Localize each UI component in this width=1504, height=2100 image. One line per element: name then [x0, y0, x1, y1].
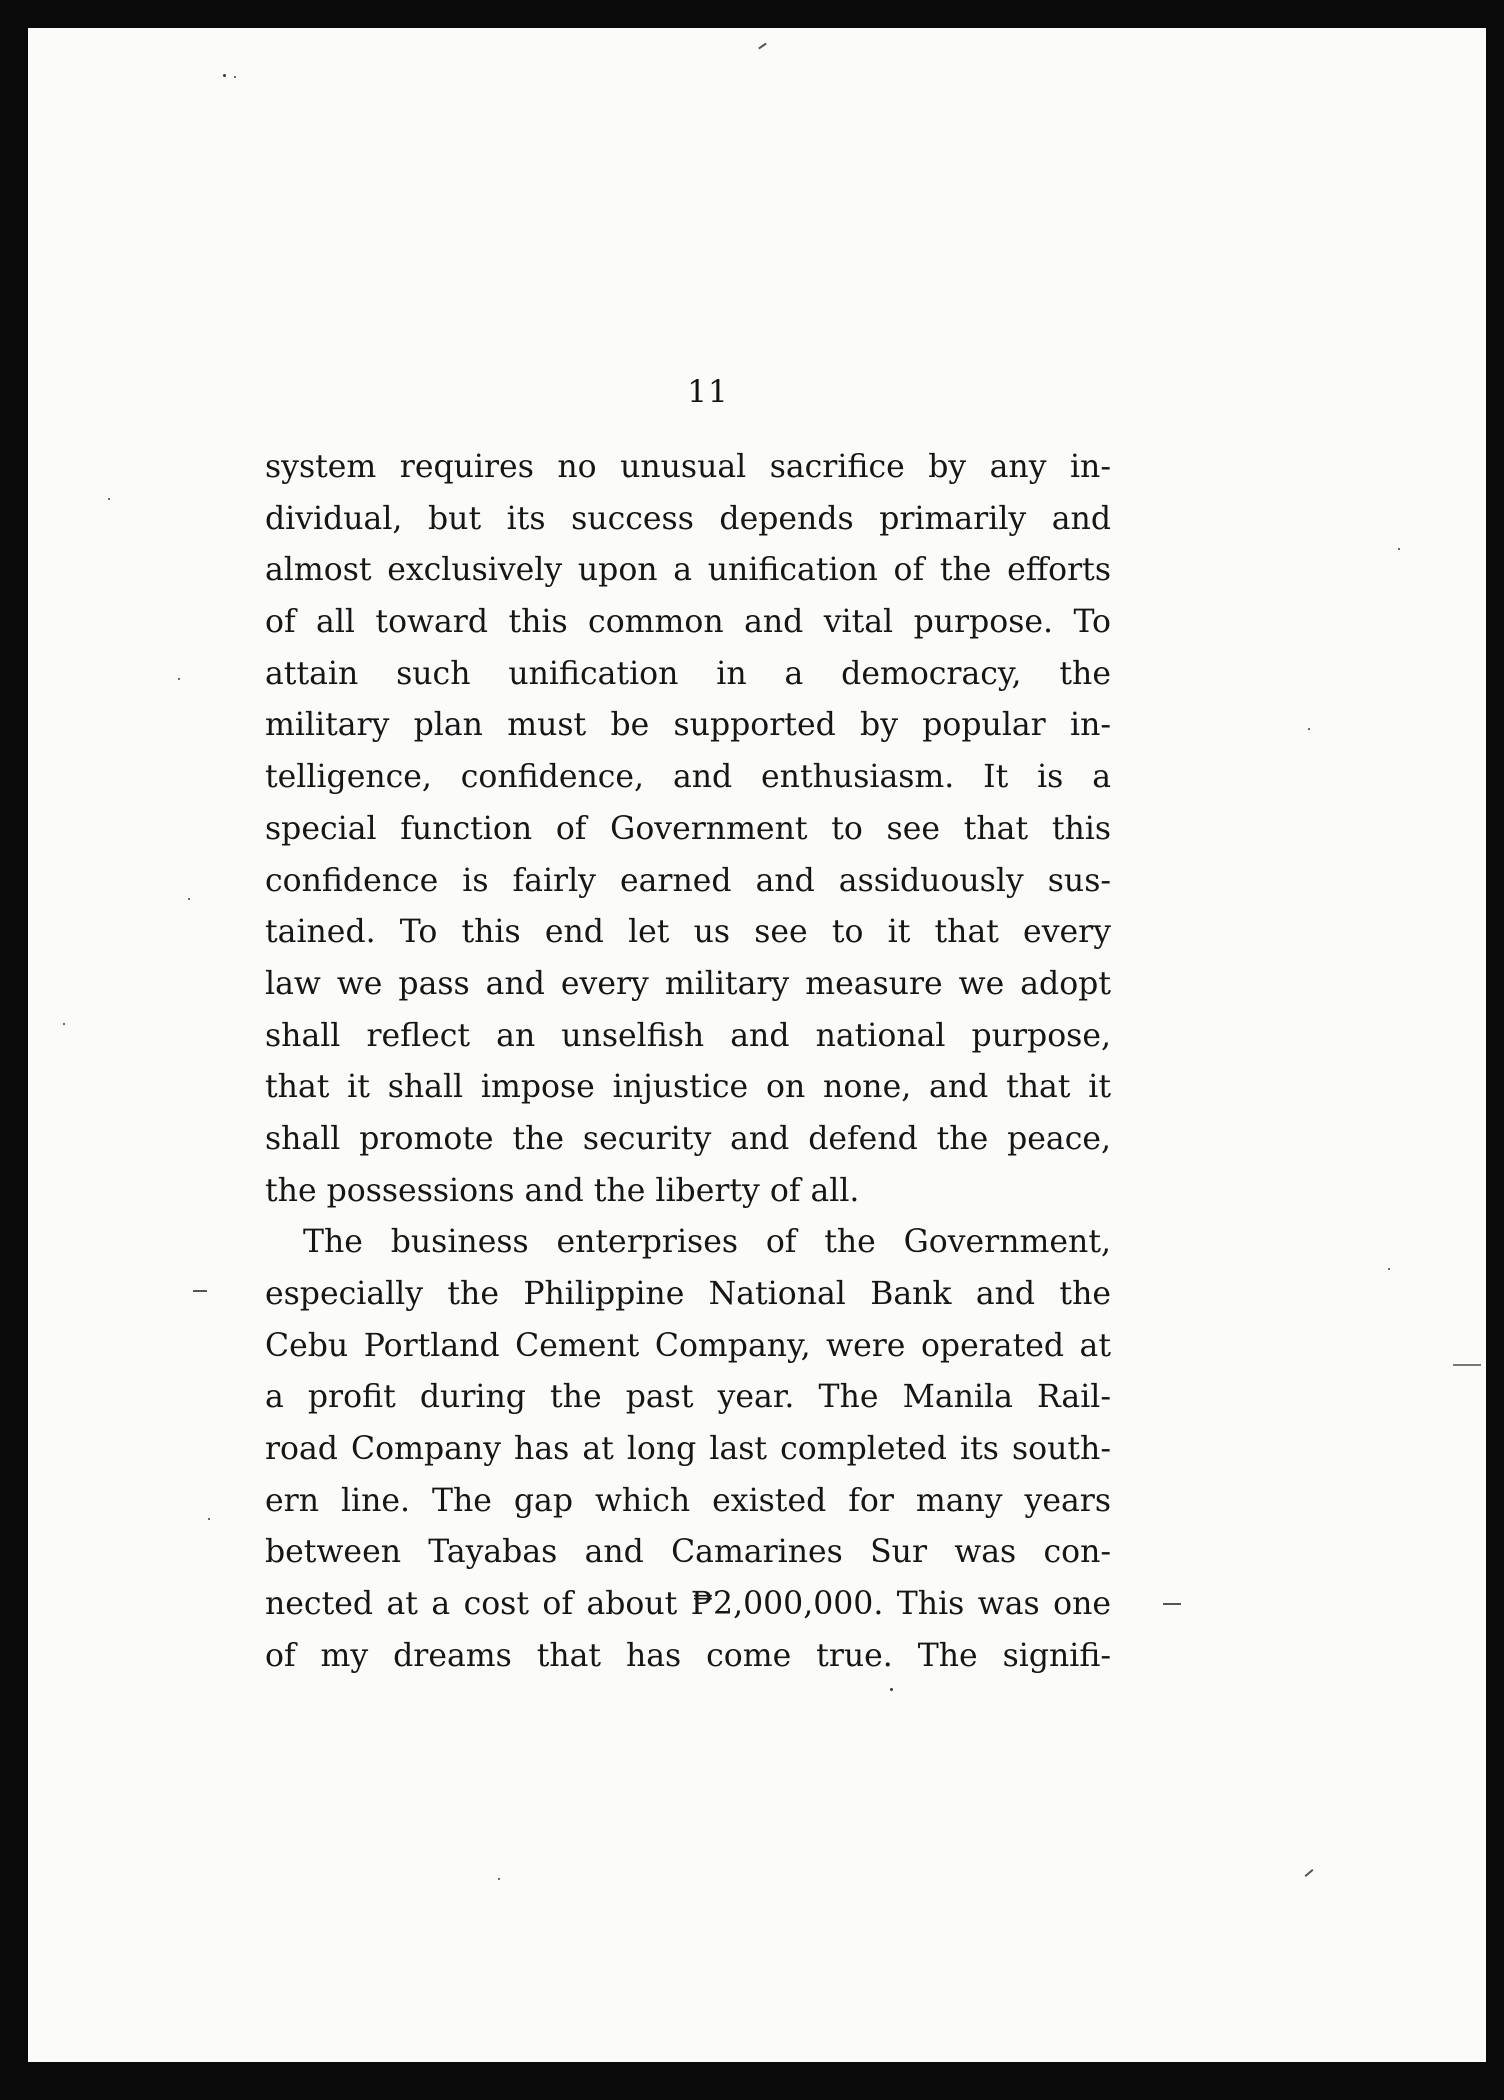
text-line: system requires no unusual sacrifice by any in- — [265, 449, 1111, 485]
body-text — [265, 442, 1111, 1683]
scan-speck — [223, 74, 226, 77]
scan-speck — [1453, 1364, 1481, 1366]
scan-speck — [1163, 1603, 1181, 1605]
text-line: shall reflect an unselfish and national purpose, — [265, 1017, 1111, 1054]
text-line: road Company has at long last completed its south- — [265, 1431, 1111, 1468]
text-line: a profit during the past year. The Manila Rail- — [265, 1379, 1111, 1416]
text-line: The business enterprises of the Government, — [303, 1224, 1111, 1261]
scan-speck — [1308, 728, 1310, 730]
scan-speck — [188, 898, 190, 900]
text-line: the possessions and the liberty of all. — [265, 1172, 860, 1209]
text-line: special function of Government to see that this — [265, 810, 1111, 847]
scan-speck — [1388, 1268, 1390, 1270]
text-line: almost exclusively upon a unification of the efforts — [265, 552, 1111, 589]
scan-speck — [234, 76, 236, 78]
scan-speck — [208, 1518, 210, 1520]
text-line: between Tayabas and Camarines Sur was con- — [265, 1534, 1111, 1571]
text-line: law we pass and every military measure we adopt — [265, 965, 1111, 1002]
text-line: tained. To this end let us see to it that every — [265, 914, 1111, 951]
scan-speck — [108, 498, 110, 500]
text-line: that it shall impose injustice on none, and that it — [265, 1069, 1111, 1106]
document-page — [28, 28, 1486, 2062]
text-line: confidence is fairly earned and assiduously sus- — [265, 862, 1111, 899]
scan-speck — [63, 1023, 65, 1025]
text-line: especially the Philippine National Bank and the — [265, 1276, 1111, 1312]
page-number: 11 — [687, 374, 729, 410]
scan-speck — [193, 1290, 207, 1292]
scan-speck — [178, 678, 180, 680]
text-line: attain such unification in a democracy, the — [265, 655, 1111, 692]
scan-speck — [1398, 548, 1400, 550]
scan-speck — [498, 1878, 500, 1880]
text-line: nected at a cost of about ₱2,000,000. This was one — [265, 1586, 1111, 1623]
text-line: ern line. The gap which existed for many years — [265, 1482, 1111, 1519]
text-line: of all toward this common and vital purpose. To — [265, 604, 1111, 641]
text-line: military plan must be supported by popular in- — [265, 707, 1111, 744]
text-line: Cebu Portland Cement Company, were operated at — [265, 1327, 1111, 1364]
text-line: of my dreams that has come true. The signifi- — [265, 1637, 1111, 1674]
text-line: telligence, confidence, and enthusiasm. It is a — [265, 759, 1111, 796]
text-line: dividual, but its success depends primarily and — [265, 500, 1111, 537]
scan-speck — [1305, 1869, 1314, 1877]
scan-speck — [758, 43, 767, 50]
scan-speck — [890, 1688, 893, 1691]
text-line: shall promote the security and defend the peace, — [265, 1120, 1111, 1157]
